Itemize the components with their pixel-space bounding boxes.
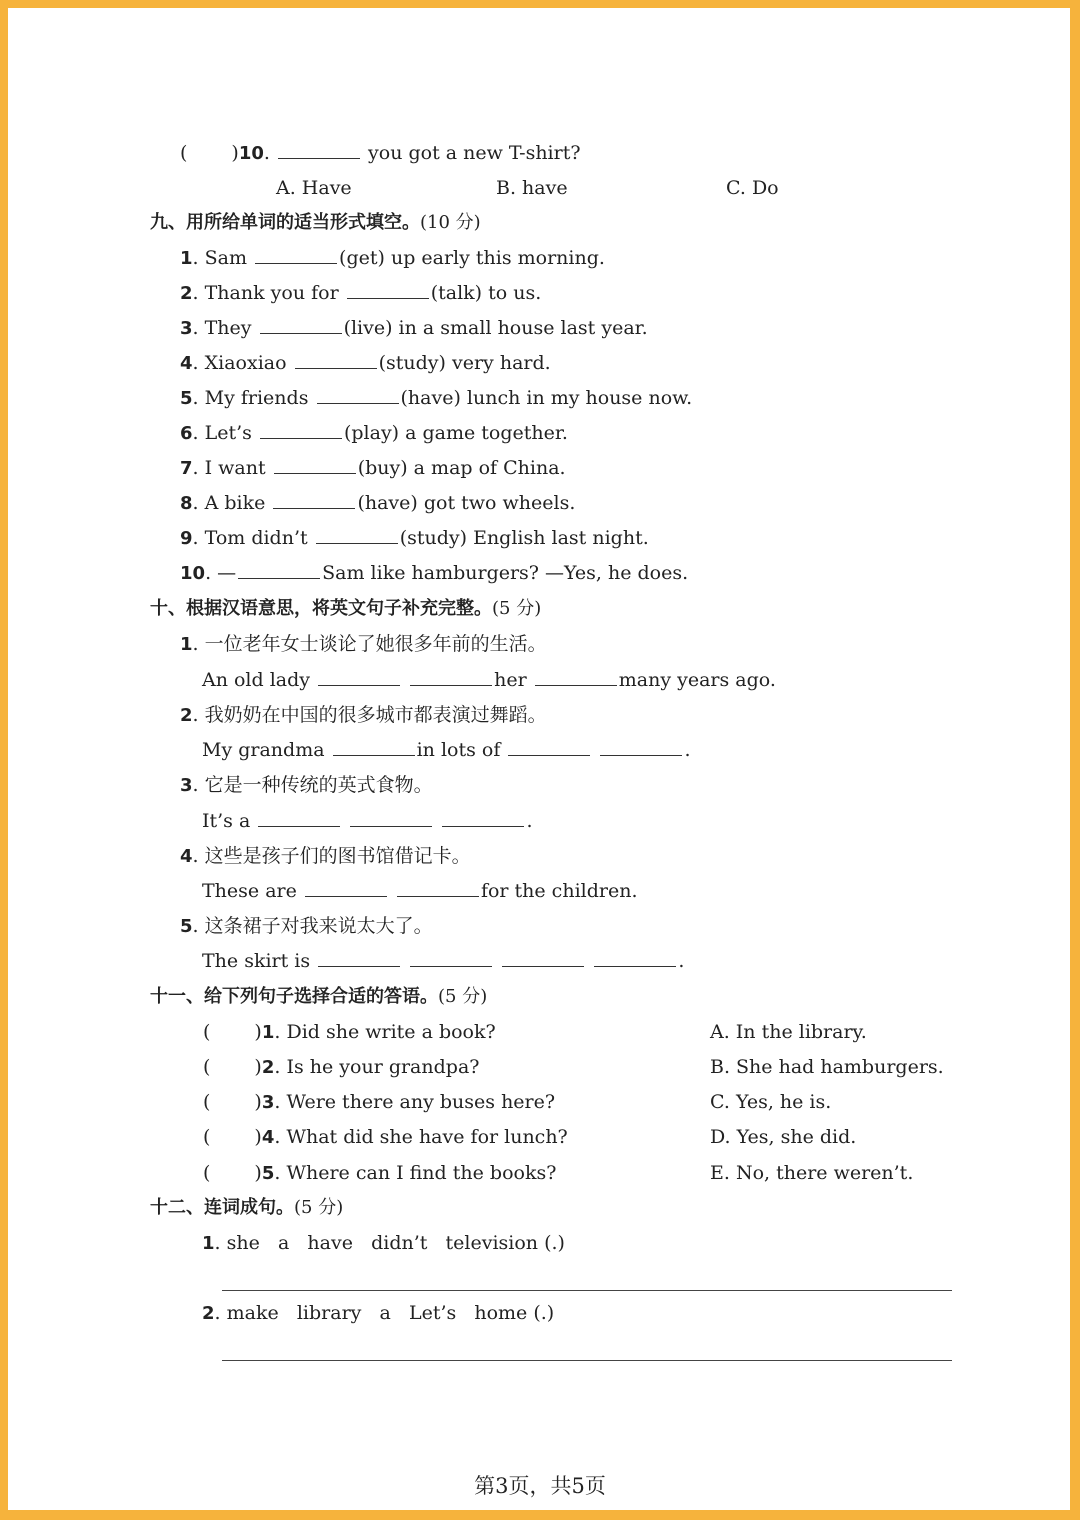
answer-blank[interactable] <box>410 667 492 686</box>
item-number: 1 <box>261 1022 275 1043</box>
s9-item: 10. — Sam like hamburgers? —Yes, he does. <box>180 562 689 584</box>
s10-item-zh: 3. 它是一种传统的英式食物。 <box>180 774 433 796</box>
s11-question: ( )5. Where can I find the books? <box>203 1162 557 1184</box>
s12-item: 1. she a have didn’t television (.) <box>202 1232 565 1254</box>
sentence-part: in lots of <box>416 739 501 761</box>
answer-blank[interactable] <box>273 490 355 509</box>
section10-heading <box>150 596 541 622</box>
answer-blank[interactable] <box>410 948 492 967</box>
answer-blank[interactable] <box>317 385 399 404</box>
s10-item-en <box>202 878 637 904</box>
item-post: (have) lunch in my house now. <box>400 387 693 409</box>
answer-paren-open: ( <box>180 142 188 164</box>
answer-blank[interactable] <box>535 667 617 686</box>
section-score: (5 分) <box>492 598 542 619</box>
sentence-part: . <box>678 950 685 972</box>
section-score: (5 分) <box>294 1197 344 1218</box>
section11-heading <box>150 984 487 1010</box>
option-c: C. Do <box>726 177 779 199</box>
answer-blank[interactable] <box>508 737 590 756</box>
sentence-part: . <box>684 739 691 761</box>
question-number: 10 <box>238 143 264 164</box>
s11-answer-option: E. No, there weren’t. <box>710 1162 914 1184</box>
s9-item: 2. Thank you for (talk) to us. <box>180 282 542 304</box>
sentence-part: The skirt is <box>202 950 311 972</box>
item-number: 1 <box>180 634 193 655</box>
s11-answer-option: C. Yes, he is. <box>710 1091 832 1113</box>
s11-question: ( )2. Is he your grandpa? <box>203 1056 480 1078</box>
question-text: Is he your grandpa? <box>286 1056 480 1078</box>
answer-blank[interactable] <box>295 350 377 369</box>
s9-item: 5. My friends (have) lunch in my house now. <box>180 387 693 409</box>
chinese-prompt: 这些是孩子们的图书馆借记卡。 <box>204 845 471 867</box>
answer-blank[interactable] <box>594 948 676 967</box>
sentence-part: many years ago. <box>618 669 776 691</box>
section-score: (5 分) <box>438 986 488 1007</box>
answer-blank[interactable] <box>258 808 340 827</box>
sentence-part: her <box>494 669 527 691</box>
item-pre: My friends <box>204 387 309 409</box>
answer-writing-line[interactable] <box>222 1360 952 1361</box>
s9-item: 7. I want (buy) a map of China. <box>180 457 566 479</box>
item-pre: Thank you for <box>204 282 339 304</box>
s10-item-zh: 4. 这些是孩子们的图书馆借记卡。 <box>180 845 471 867</box>
sentence-part: . <box>526 810 533 832</box>
answer-writing-line[interactable] <box>222 1290 952 1291</box>
s11-question: ( )4. What did she have for lunch? <box>203 1126 568 1148</box>
item-number: 5 <box>180 916 193 937</box>
item-number: 3 <box>261 1092 275 1113</box>
chinese-prompt: 一位老年女士谈论了她很多年前的生活。 <box>204 633 547 655</box>
s9-item: 4. Xiaoxiao (study) very hard. <box>180 352 551 374</box>
answer-blank[interactable] <box>255 245 337 264</box>
s10-item-en <box>202 808 533 834</box>
section-title: 十一、给下列句子选择合适的答语。 <box>150 986 438 1007</box>
s11-answer-option: D. Yes, she did. <box>710 1126 857 1148</box>
item-number: 2 <box>180 705 193 726</box>
section-title: 九、用所给单词的适当形式填空。 <box>150 212 420 233</box>
s11-answer-option: B. She had hamburgers. <box>710 1056 944 1078</box>
item-pre: They <box>204 317 252 339</box>
item-number: 4 <box>180 353 193 374</box>
s9-item: 6. Let’s (play) a game together. <box>180 422 568 444</box>
answer-blank[interactable] <box>318 667 400 686</box>
s9-item: 1. Sam (get) up early this morning. <box>180 247 605 269</box>
section9-heading <box>150 210 481 236</box>
s11-question: ( )1. Did she write a book? <box>203 1021 496 1043</box>
item-post: (study) English last night. <box>399 527 649 549</box>
s9-item: 9. Tom didn’t (study) English last night. <box>180 527 649 549</box>
item-post: (have) got two wheels. <box>357 492 576 514</box>
s11-answer-option: A. In the library. <box>710 1021 867 1043</box>
item-number: 1 <box>180 248 193 269</box>
answer-blank[interactable] <box>442 808 524 827</box>
answer-blank[interactable] <box>318 948 400 967</box>
sentence-part: It’s a <box>202 810 251 832</box>
s10-item-zh: 5. 这条裙子对我来说太大了。 <box>180 915 433 937</box>
item-number: 3 <box>180 318 193 339</box>
item-pre: I want <box>204 457 266 479</box>
s9-item: 3. They (live) in a small house last year. <box>180 317 648 339</box>
answer-blank[interactable] <box>397 878 479 897</box>
item-number: 5 <box>180 388 193 409</box>
section12-heading <box>150 1195 343 1221</box>
answer-blank[interactable] <box>316 525 398 544</box>
s12-item: 2. make library a Let’s home (.) <box>202 1302 555 1324</box>
question-text: Were there any buses here? <box>286 1091 556 1113</box>
s10-item-en <box>202 948 684 974</box>
s10-item-en <box>202 667 776 693</box>
chinese-prompt: 我奶奶在中国的很多城市都表演过舞蹈。 <box>204 704 547 726</box>
sentence-part: An old lady <box>202 669 311 691</box>
item-post: (study) very hard. <box>378 352 551 374</box>
s9-item: 8. A bike (have) got two wheels. <box>180 492 576 514</box>
question-text: Where can I find the books? <box>286 1162 557 1184</box>
item-pre: — <box>217 562 237 584</box>
item-number: 1 <box>202 1233 215 1254</box>
question-text: Did she write a book? <box>286 1021 496 1043</box>
item-post: (play) a game together. <box>343 422 568 444</box>
s10-item-zh: 2. 我奶奶在中国的很多城市都表演过舞蹈。 <box>180 704 547 726</box>
scrambled-words: make library a Let’s home (.) <box>226 1302 555 1324</box>
answer-paren-close: ) <box>231 142 239 164</box>
s10-item-zh: 1. 一位老年女士谈论了她很多年前的生活。 <box>180 633 547 655</box>
answer-blank[interactable] <box>260 420 342 439</box>
option-b: B. have <box>496 177 568 199</box>
answer-blank[interactable] <box>333 737 415 756</box>
scrambled-words: she a have didn’t television (.) <box>226 1232 565 1254</box>
s10-item-en <box>202 737 691 763</box>
s11-question: ( )3. Were there any buses here? <box>203 1091 556 1113</box>
answer-blank[interactable] <box>502 948 584 967</box>
sentence-part: for the children. <box>480 880 638 902</box>
answer-blank[interactable] <box>238 560 320 579</box>
item-post: (buy) a map of China. <box>357 457 566 479</box>
answer-blank[interactable] <box>278 140 360 159</box>
sentence-part: These are <box>202 880 297 902</box>
item-pre: Let’s <box>204 422 252 444</box>
item-post: Sam like hamburgers? —Yes, he does. <box>322 562 689 584</box>
chinese-prompt: 这条裙子对我来说太大了。 <box>204 915 433 937</box>
item-number: 7 <box>180 458 193 479</box>
item-post: (live) in a small house last year. <box>343 317 648 339</box>
item-pre: A bike <box>204 492 266 514</box>
item-number: 10 <box>180 563 206 584</box>
answer-blank[interactable] <box>305 878 387 897</box>
chinese-prompt: 它是一种传统的英式食物。 <box>204 774 433 796</box>
item-pre: Xiaoxiao <box>204 352 287 374</box>
item-post: (talk) to us. <box>430 282 542 304</box>
q10-line: ( )10. you got a new T-shirt? <box>180 142 581 164</box>
answer-blank[interactable] <box>347 280 429 299</box>
item-number: 8 <box>180 493 193 514</box>
section-title: 十、根据汉语意思，将英文句子补充完整。 <box>150 598 492 619</box>
answer-blank[interactable] <box>350 808 432 827</box>
section-title: 十二、连词成句。 <box>150 1197 294 1218</box>
section-score: (10 分) <box>420 212 481 233</box>
item-number: 2 <box>202 1303 215 1324</box>
option-a: A. Have <box>276 177 352 199</box>
answer-blank[interactable] <box>274 455 356 474</box>
answer-blank[interactable] <box>260 315 342 334</box>
question-text: you got a new T-shirt? <box>368 142 581 164</box>
page-footer: 第3页，共5页 <box>474 1474 606 1498</box>
item-number: 4 <box>261 1127 275 1148</box>
item-number: 4 <box>180 846 193 867</box>
item-pre: Sam <box>204 247 247 269</box>
item-number: 3 <box>180 775 193 796</box>
answer-blank[interactable] <box>600 737 682 756</box>
item-number: 6 <box>180 423 193 444</box>
item-number: 2 <box>180 283 193 304</box>
question-text: What did she have for lunch? <box>286 1126 568 1148</box>
item-post: (get) up early this morning. <box>339 247 605 269</box>
item-number: 2 <box>261 1057 275 1078</box>
item-number: 5 <box>261 1163 275 1184</box>
item-pre: Tom didn’t <box>204 527 308 549</box>
item-number: 9 <box>180 528 193 549</box>
sentence-part: My grandma <box>202 739 325 761</box>
